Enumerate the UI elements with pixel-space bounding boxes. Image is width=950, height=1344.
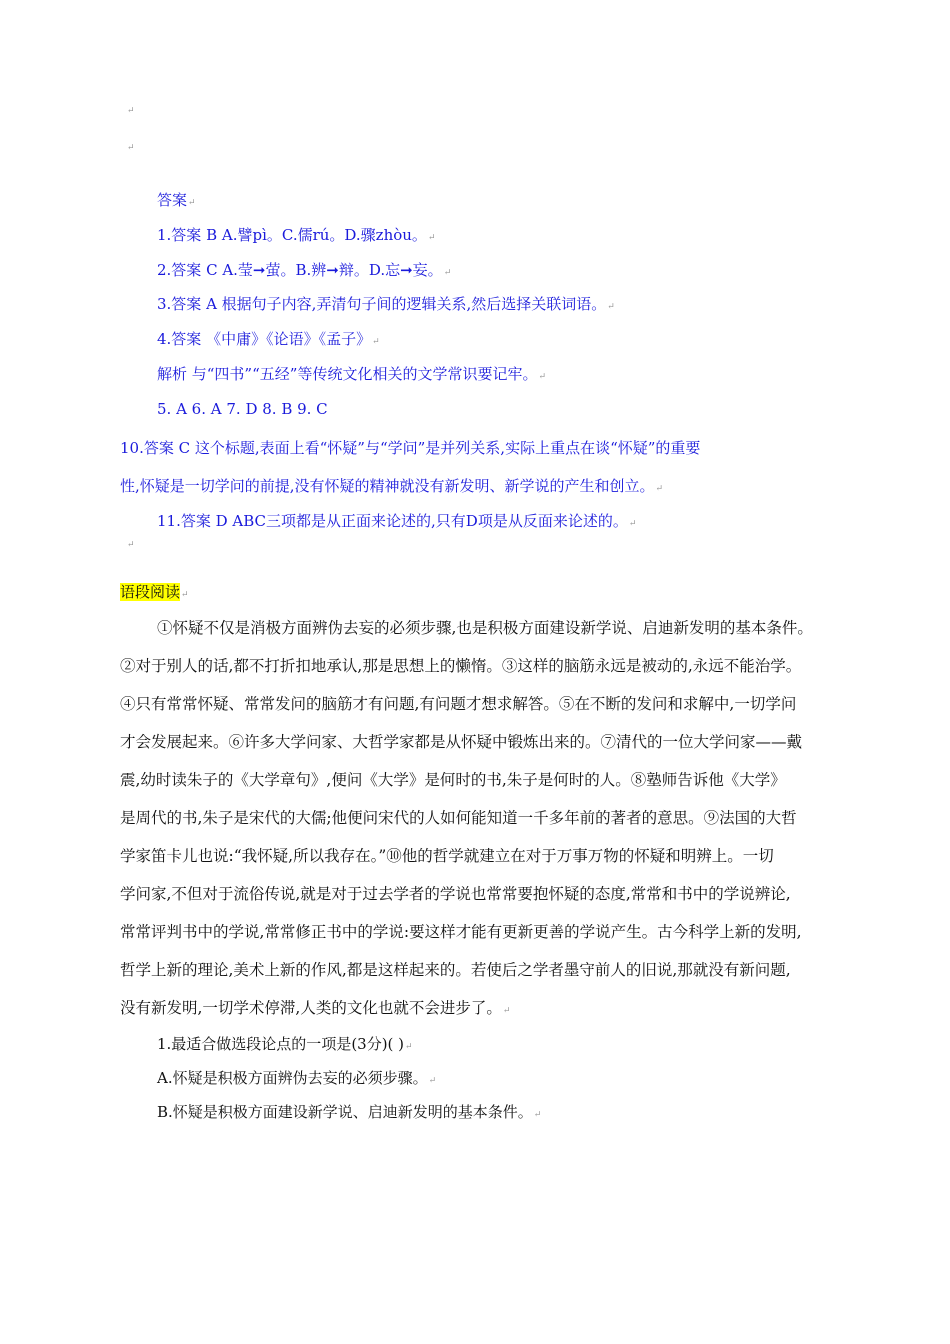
- reading-line: ④只有常常怀疑、常常发问的脑筋才有问题,有问题才想求解答。⑤在不断的发问和求解中,一切学问: [120, 695, 797, 713]
- reading-line: ②对于别人的话,都不打折扣地承认,那是思想上的懒惰。③这样的脑筋永远是被动的,永远不能治学。: [120, 657, 802, 675]
- reading-line: 学家笛卡儿也说:“我怀疑,所以我存在。”⑩他的哲学就建立在对于万事万物的怀疑和明辨上。一切: [120, 847, 774, 865]
- answer-3: 3.答案 A 根据句子内容,弄清句子间的逻辑关系,然后选择关联词语。↵: [157, 295, 615, 313]
- reading-title: 语段阅读↵: [120, 583, 189, 601]
- answer-2: 2.答案 C A.莹➞萤。B.辨➞辩。D.忘➞妄。↵: [157, 261, 452, 279]
- reading-line: 学问家,不但对于流俗传说,就是对于过去学者的学说也常常要抱怀疑的态度,常常和书中的学说辨论,: [120, 885, 791, 903]
- option-a: A.怀疑是积极方面辨伪去妄的必须步骤。↵: [157, 1069, 437, 1087]
- reading-line: 才会发展起来。⑥许多大学问家、大哲学家都是从怀疑中锻炼出来的。⑦清代的一位大学问家——戴: [120, 733, 803, 751]
- reading-line: 没有新发明,一切学术停滞,人类的文化也就不会进步了。↵: [120, 999, 511, 1017]
- paragraph-mark: ↵: [127, 106, 135, 116]
- answer-4-analysis: 解析 与“四书”“五经”等传统文化相关的文学常识要记牢。↵: [157, 365, 546, 383]
- answers-5-9: 5. A 6. A 7. D 8. B 9. C: [157, 400, 328, 418]
- answers-heading: 答案↵: [157, 191, 196, 209]
- reading-line: 是周代的书,朱子是宋代的大儒;他便问宋代的人如何能知道一千多年前的著者的意思。⑨法国的大哲: [120, 809, 797, 827]
- reading-line: 常常评判书中的学说,常常修正书中的学说:要这样才能有更新更善的学说产生。古今科学上新的发明,: [120, 923, 802, 941]
- answer-4: 4.答案 《中庸》《论语》《孟子》↵: [157, 330, 380, 348]
- answer-10-line-1: 10.答案 C 这个标题,表面上看“怀疑”与“学问”是并列关系,实际上重点在谈“怀疑”的重要: [120, 439, 701, 457]
- answer-1: 1.答案 B A.譬pì。C.儒rú。D.骤zhòu。↵: [157, 226, 436, 244]
- reading-line: ①怀疑不仅是消极方面辨伪去妄的必须步骤,也是积极方面建设新学说、启迪新发明的基本条件。: [157, 619, 813, 637]
- paragraph-mark: ↵: [127, 143, 135, 153]
- reading-line: 哲学上新的理论,美术上新的作风,都是这样起来的。若使后之学者墨守前人的旧说,那就没有新问题,: [120, 961, 791, 979]
- reading-line: 震,幼时读朱子的《大学章句》,便问《大学》是何时的书,朱子是何时的人。⑧塾师告诉他《大学》: [120, 771, 786, 789]
- answer-11: 11.答案 D ABC三项都是从正面来论述的,只有D项是从反面来论述的。↵: [157, 512, 637, 530]
- question-1: 1.最适合做选段论点的一项是(3分)( )↵: [157, 1035, 413, 1053]
- answer-10-line-2: 性,怀疑是一切学问的前提,没有怀疑的精神就没有新发明、新学说的产生和创立。↵: [120, 477, 664, 495]
- option-b: B.怀疑是积极方面建设新学说、启迪新发明的基本条件。↵: [157, 1103, 542, 1121]
- paragraph-mark: ↵: [127, 540, 135, 550]
